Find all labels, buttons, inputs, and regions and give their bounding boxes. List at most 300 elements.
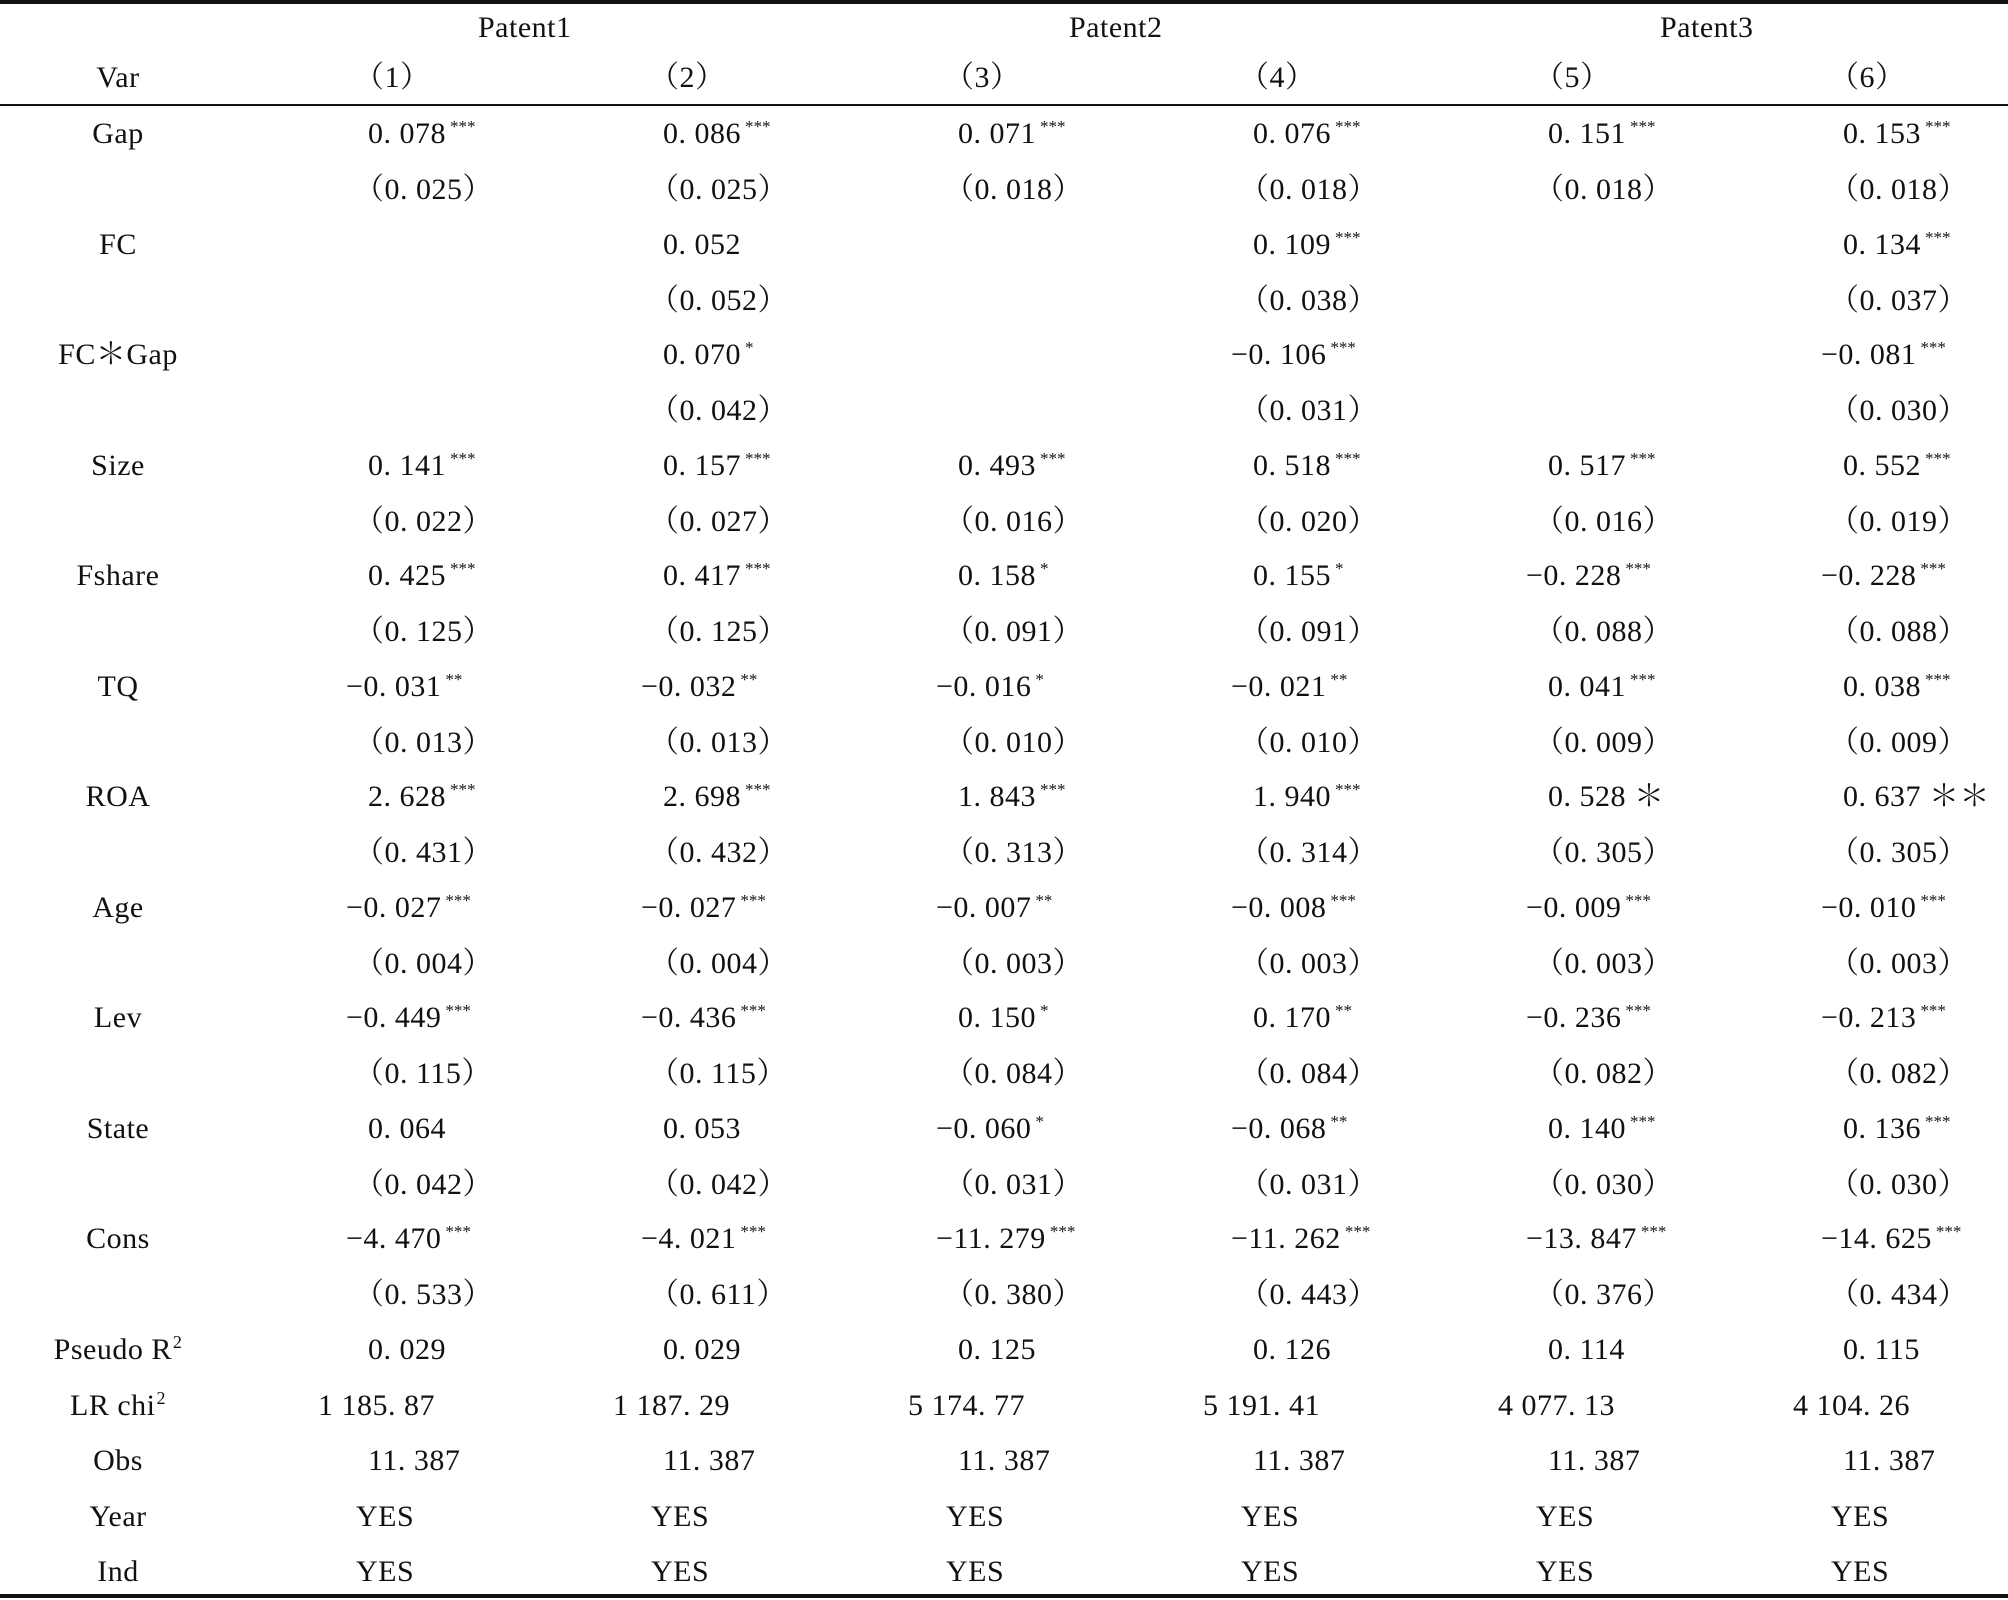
stat-value: YES	[651, 1555, 710, 1588]
significance-stars: ***	[1335, 117, 1361, 136]
stat-value: 11. 387	[1843, 1444, 1936, 1477]
coef-cell	[368, 779, 476, 815]
stat-label-text: Obs	[93, 1444, 143, 1477]
col-number-3: （3）	[944, 61, 1021, 94]
stat-label	[18, 1554, 218, 1590]
std-error: （0. 305）	[1829, 836, 1968, 869]
group-header-patent2: Patent2	[1069, 11, 1163, 44]
significance-stars: ***	[1630, 449, 1656, 468]
coef-cell	[936, 669, 1044, 705]
coef-cell	[1253, 227, 1361, 263]
coef-cell	[958, 116, 1066, 152]
coef-cell	[1526, 1221, 1666, 1257]
significance-stars: ***	[1630, 117, 1656, 136]
stat-label	[18, 1388, 218, 1424]
std-error: （0. 091）	[944, 615, 1083, 648]
coef-value: −0. 213	[1821, 1001, 1917, 1034]
std-error: （0. 305）	[1534, 836, 1673, 869]
stat-value: 0. 115	[1843, 1333, 1920, 1366]
coef-cell	[1843, 448, 1951, 484]
std-error: （0. 037）	[1829, 284, 1968, 317]
stat-value: 4 104. 26	[1793, 1389, 1910, 1422]
significance-stars: ***	[450, 780, 476, 799]
significance-stars: *	[1040, 559, 1049, 578]
significance-stars: ***	[1630, 670, 1656, 689]
std-error: （0. 313）	[944, 836, 1083, 869]
row-label: FC＊Gap	[58, 338, 178, 371]
std-error: （0. 431）	[354, 836, 493, 869]
coef-value: −0. 449	[346, 1001, 442, 1034]
significance-stars: ***	[1925, 117, 1951, 136]
coef-cell	[368, 558, 476, 594]
stat-label-superscript: 2	[156, 1388, 166, 1408]
coef-value: 0. 150	[958, 1001, 1036, 1034]
coef-value: −0. 032	[641, 670, 737, 703]
coef-cell	[936, 1221, 1075, 1257]
coef-value: −0. 228	[1821, 559, 1917, 592]
stat-label	[18, 1332, 218, 1368]
stat-value: YES	[946, 1555, 1005, 1588]
std-error: （0. 020）	[1239, 505, 1378, 538]
coef-value: −0. 021	[1231, 670, 1327, 703]
significance-stars: ***	[1335, 449, 1361, 468]
stat-value: 5 191. 41	[1203, 1389, 1320, 1422]
coef-cell	[1843, 779, 1990, 815]
header-rule	[0, 104, 2008, 106]
std-error: （0. 004）	[354, 947, 493, 980]
coef-value: 0. 518	[1253, 449, 1331, 482]
coef-cell	[1843, 116, 1951, 152]
std-error: （0. 016）	[1534, 505, 1673, 538]
significance-stars: ＊	[1634, 780, 1665, 813]
significance-stars: ***	[1049, 1222, 1076, 1241]
std-error: （0. 038）	[1239, 284, 1378, 317]
stat-value: YES	[1536, 1500, 1595, 1533]
coef-cell	[346, 890, 471, 926]
group-header-patent1: Patent1	[478, 11, 572, 44]
coef-value: 0. 041	[1548, 670, 1626, 703]
stat-value: 1 185. 87	[318, 1389, 435, 1422]
std-error: （0. 016）	[944, 505, 1083, 538]
coef-value: 0. 071	[958, 117, 1036, 150]
col-number-2: （2）	[649, 61, 726, 94]
stat-value: 5 174. 77	[908, 1389, 1025, 1422]
coef-cell	[1843, 669, 1951, 705]
coef-cell	[958, 779, 1066, 815]
coef-cell	[1548, 116, 1656, 152]
stat-value: 1 187. 29	[613, 1389, 730, 1422]
coef-cell	[1231, 1111, 1347, 1147]
coef-cell	[368, 1111, 446, 1147]
row-label: Age	[92, 891, 144, 924]
significance-stars: ***	[450, 449, 476, 468]
coef-cell	[1253, 779, 1361, 815]
coef-value: 0. 158	[958, 559, 1036, 592]
significance-stars: ***	[1630, 1112, 1656, 1131]
coef-cell	[1231, 890, 1356, 926]
coef-value: −11. 262	[1231, 1222, 1341, 1255]
coef-value: 0. 086	[663, 117, 741, 150]
coef-cell	[346, 1221, 471, 1257]
coef-value: −0. 027	[641, 891, 737, 924]
row-label: State	[86, 1112, 150, 1145]
std-error: （0. 115）	[354, 1057, 492, 1090]
coef-cell	[368, 116, 476, 152]
coef-cell	[1548, 779, 1665, 815]
significance-stars: ***	[1925, 670, 1951, 689]
significance-stars: ***	[1925, 449, 1951, 468]
std-error: （0. 042）	[649, 1168, 788, 1201]
stat-value: YES	[356, 1555, 415, 1588]
coef-value: −0. 016	[936, 670, 1032, 703]
coef-value: 0. 076	[1253, 117, 1331, 150]
row-label: Gap	[92, 117, 144, 150]
stat-value: YES	[1831, 1500, 1890, 1533]
coef-cell	[641, 669, 757, 705]
coef-value: 0. 064	[368, 1112, 446, 1145]
std-error: （0. 025）	[354, 173, 493, 206]
col-number-5: （5）	[1534, 61, 1611, 94]
std-error: （0. 009）	[1829, 726, 1968, 759]
stat-value: 0. 126	[1253, 1333, 1331, 1366]
significance-stars: ***	[1040, 449, 1066, 468]
coef-cell	[663, 227, 741, 263]
group-header-patent3: Patent3	[1660, 11, 1754, 44]
std-error: （0. 432）	[649, 836, 788, 869]
std-error: （0. 025）	[649, 173, 788, 206]
coef-cell	[346, 669, 462, 705]
stat-value: YES	[1241, 1500, 1300, 1533]
coef-value: 0. 151	[1548, 117, 1626, 150]
row-label: TQ	[97, 670, 139, 703]
coef-value: −0. 081	[1821, 338, 1917, 371]
significance-stars: *	[1035, 1112, 1044, 1131]
coef-cell	[1843, 1111, 1951, 1147]
significance-stars: ***	[740, 1001, 766, 1020]
significance-stars: ***	[1925, 1112, 1951, 1131]
coef-value: 1. 940	[1253, 780, 1331, 813]
coef-value: 0. 637	[1843, 780, 1921, 813]
std-error: （0. 031）	[1239, 394, 1378, 427]
stat-value: YES	[1536, 1555, 1595, 1588]
std-error: （0. 125）	[354, 615, 493, 648]
significance-stars: **	[1035, 891, 1053, 910]
coef-value: −11. 279	[936, 1222, 1046, 1255]
stat-value: 11. 387	[1548, 1444, 1641, 1477]
significance-stars: ***	[450, 559, 476, 578]
std-error: （0. 042）	[649, 394, 788, 427]
significance-stars: ***	[1625, 891, 1651, 910]
significance-stars: ***	[745, 559, 771, 578]
significance-stars: ***	[745, 117, 771, 136]
coef-value: 0. 157	[663, 449, 741, 482]
significance-stars: ***	[1330, 338, 1356, 357]
std-error: （0. 004）	[649, 947, 788, 980]
coef-cell	[663, 558, 771, 594]
row-label: Fshare	[76, 559, 160, 592]
std-error: （0. 027）	[649, 505, 788, 538]
std-error: （0. 082）	[1829, 1057, 1968, 1090]
coef-value: −0. 031	[346, 670, 442, 703]
coef-cell	[958, 558, 1049, 594]
significance-stars: ***	[1920, 559, 1946, 578]
coef-cell	[1821, 337, 1946, 373]
coef-value: 0. 417	[663, 559, 741, 592]
std-error: （0. 443）	[1239, 1278, 1378, 1311]
coef-cell	[663, 1111, 741, 1147]
stat-label-text: Year	[89, 1500, 147, 1533]
coef-cell	[1253, 558, 1344, 594]
coef-value: −13. 847	[1526, 1222, 1637, 1255]
std-error: （0. 082）	[1534, 1057, 1673, 1090]
coef-value: −0. 236	[1526, 1001, 1622, 1034]
significance-stars: ***	[1640, 1222, 1667, 1241]
std-error: （0. 611）	[649, 1278, 787, 1311]
stat-value: 4 077. 13	[1498, 1389, 1615, 1422]
stat-value: 11. 387	[958, 1444, 1051, 1477]
std-error: （0. 030）	[1534, 1168, 1673, 1201]
significance-stars: ***	[450, 117, 476, 136]
std-error: （0. 533）	[354, 1278, 493, 1311]
coef-value: 2. 628	[368, 780, 446, 813]
coef-value: 0. 053	[663, 1112, 741, 1145]
coef-value: 0. 517	[1548, 449, 1626, 482]
significance-stars: ***	[1330, 891, 1356, 910]
coef-value: 0. 552	[1843, 449, 1921, 482]
coef-cell	[346, 1000, 471, 1036]
std-error: （0. 088）	[1829, 615, 1968, 648]
significance-stars: ***	[445, 891, 471, 910]
significance-stars: ***	[1040, 117, 1066, 136]
coef-cell	[1231, 1221, 1370, 1257]
coef-value: −0. 010	[1821, 891, 1917, 924]
coef-value: 0. 155	[1253, 559, 1331, 592]
coef-value: 0. 052	[663, 228, 741, 261]
coef-value: −0. 068	[1231, 1112, 1327, 1145]
row-label: ROA	[85, 780, 151, 813]
coef-value: 0. 136	[1843, 1112, 1921, 1145]
significance-stars: ***	[445, 1001, 471, 1020]
coef-cell	[958, 1000, 1049, 1036]
coef-value: 0. 070	[663, 338, 741, 371]
std-error: （0. 013）	[354, 726, 493, 759]
coef-cell	[936, 890, 1052, 926]
std-error: （0. 019）	[1829, 505, 1968, 538]
stat-value: YES	[651, 1500, 710, 1533]
significance-stars: ***	[1920, 1001, 1946, 1020]
col-number-4: （4）	[1239, 61, 1316, 94]
coef-value: 0. 038	[1843, 670, 1921, 703]
coef-cell	[663, 779, 771, 815]
coef-value: 1. 843	[958, 780, 1036, 813]
significance-stars: ***	[1344, 1222, 1371, 1241]
coef-value: −0. 009	[1526, 891, 1622, 924]
significance-stars: ***	[1625, 559, 1651, 578]
coef-cell	[1253, 116, 1361, 152]
significance-stars: **	[445, 670, 463, 689]
std-error: （0. 434）	[1829, 1278, 1968, 1311]
std-error: （0. 084）	[1239, 1057, 1378, 1090]
significance-stars: **	[1330, 1112, 1348, 1131]
coef-cell	[641, 1000, 766, 1036]
coef-value: 0. 134	[1843, 228, 1921, 261]
std-error: （0. 018）	[1239, 173, 1378, 206]
coef-cell	[1548, 669, 1656, 705]
coef-value: 0. 109	[1253, 228, 1331, 261]
significance-stars: ***	[1920, 891, 1946, 910]
stat-label	[18, 1443, 218, 1479]
coef-cell	[1231, 669, 1347, 705]
std-error: （0. 031）	[1239, 1168, 1378, 1201]
stat-label	[18, 1499, 218, 1535]
significance-stars: *	[1335, 559, 1344, 578]
significance-stars: **	[1330, 670, 1348, 689]
std-error: （0. 009）	[1534, 726, 1673, 759]
coef-cell	[1526, 1000, 1651, 1036]
stat-value: 11. 387	[1253, 1444, 1346, 1477]
coef-value: 0. 141	[368, 449, 446, 482]
std-error: （0. 030）	[1829, 394, 1968, 427]
std-error: （0. 030）	[1829, 1168, 1968, 1201]
coef-cell	[368, 448, 476, 484]
std-error: （0. 376）	[1534, 1278, 1673, 1311]
row-label: Size	[91, 449, 145, 482]
significance-stars: ***	[740, 1222, 766, 1241]
significance-stars: ＊＊	[1929, 780, 1990, 813]
stat-value: YES	[1831, 1555, 1890, 1588]
coef-value: 0. 170	[1253, 1001, 1331, 1034]
coef-value: −4. 470	[346, 1222, 442, 1255]
coef-value: 2. 698	[663, 780, 741, 813]
stat-value: 11. 387	[663, 1444, 756, 1477]
coef-value: 0. 425	[368, 559, 446, 592]
coef-cell	[958, 448, 1066, 484]
coef-cell	[1821, 1221, 1961, 1257]
coef-cell	[641, 890, 766, 926]
significance-stars: ***	[745, 780, 771, 799]
stat-label-text: Ind	[97, 1555, 139, 1588]
std-error: （0. 088）	[1534, 615, 1673, 648]
std-error: （0. 031）	[944, 1168, 1083, 1201]
coef-cell	[641, 1221, 766, 1257]
stat-value: 0. 029	[368, 1333, 446, 1366]
stat-value: YES	[1241, 1555, 1300, 1588]
std-error: （0. 380）	[944, 1278, 1083, 1311]
stat-value: YES	[946, 1500, 1005, 1533]
stat-value: 0. 114	[1548, 1333, 1625, 1366]
std-error: （0. 010）	[1239, 726, 1378, 759]
std-error: （0. 042）	[354, 1168, 493, 1201]
coef-cell	[663, 337, 754, 373]
coef-value: −0. 008	[1231, 891, 1327, 924]
std-error: （0. 018）	[1829, 173, 1968, 206]
std-error: （0. 013）	[649, 726, 788, 759]
coef-value: −0. 060	[936, 1112, 1032, 1145]
significance-stars: ***	[1335, 228, 1361, 247]
coef-value: −0. 106	[1231, 338, 1327, 371]
significance-stars: **	[1335, 1001, 1352, 1020]
coef-value: −14. 625	[1821, 1222, 1932, 1255]
bottom-rule	[0, 1594, 2008, 1598]
coef-cell	[1548, 448, 1656, 484]
std-error: （0. 003）	[1829, 947, 1968, 980]
std-error: （0. 314）	[1239, 836, 1378, 869]
coef-value: 0. 493	[958, 449, 1036, 482]
std-error: （0. 125）	[649, 615, 788, 648]
coef-value: −0. 436	[641, 1001, 737, 1034]
coef-cell	[663, 448, 771, 484]
significance-stars: ***	[445, 1222, 471, 1241]
std-error: （0. 003）	[1239, 947, 1378, 980]
coef-cell	[936, 1111, 1044, 1147]
significance-stars: ***	[1925, 228, 1951, 247]
coef-cell	[1821, 558, 1946, 594]
significance-stars: *	[1035, 670, 1044, 689]
coef-value: 0. 528	[1548, 780, 1626, 813]
significance-stars: *	[1040, 1001, 1049, 1020]
coef-cell	[1821, 890, 1946, 926]
stat-value: YES	[356, 1500, 415, 1533]
significance-stars: ***	[1040, 780, 1066, 799]
std-error: （0. 052）	[649, 284, 788, 317]
coef-cell	[1843, 227, 1951, 263]
coef-cell	[1821, 1000, 1946, 1036]
coef-value: −0. 027	[346, 891, 442, 924]
coef-value: −0. 228	[1526, 559, 1622, 592]
col-number-6: （6）	[1829, 61, 1906, 94]
stat-label-text: LR chi	[70, 1389, 156, 1422]
coef-cell	[1526, 890, 1651, 926]
col-number-1: （1）	[354, 61, 431, 94]
coef-cell	[1253, 448, 1361, 484]
std-error: （0. 115）	[649, 1057, 787, 1090]
stat-label-text: Pseudo R	[53, 1333, 172, 1366]
significance-stars: ***	[1920, 338, 1946, 357]
std-error: （0. 022）	[354, 505, 493, 538]
std-error: （0. 003）	[1534, 947, 1673, 980]
stat-value: 0. 125	[958, 1333, 1036, 1366]
stat-value: 11. 387	[368, 1444, 461, 1477]
std-error: （0. 018）	[1534, 173, 1673, 206]
significance-stars: ***	[1335, 780, 1361, 799]
std-error: （0. 091）	[1239, 615, 1378, 648]
significance-stars: *	[745, 338, 754, 357]
coef-cell	[1526, 558, 1651, 594]
stat-label-superscript: 2	[172, 1332, 183, 1352]
significance-stars: ***	[1935, 1222, 1962, 1241]
std-error: （0. 018）	[944, 173, 1083, 206]
significance-stars: **	[740, 670, 758, 689]
coef-value: 0. 140	[1548, 1112, 1626, 1145]
std-error: （0. 003）	[944, 947, 1083, 980]
coef-cell	[1231, 337, 1356, 373]
coef-cell	[663, 116, 771, 152]
std-error: （0. 084）	[944, 1057, 1083, 1090]
coef-value: −0. 007	[936, 891, 1032, 924]
coef-cell	[1548, 1111, 1656, 1147]
var-header: Var	[96, 61, 140, 94]
coef-value: 0. 153	[1843, 117, 1921, 150]
significance-stars: ***	[1625, 1001, 1651, 1020]
row-label: Cons	[86, 1222, 150, 1255]
coef-value: −4. 021	[641, 1222, 737, 1255]
coef-cell	[1253, 1000, 1352, 1036]
top-rule	[0, 0, 2008, 4]
stat-value: 0. 029	[663, 1333, 741, 1366]
significance-stars: ***	[740, 891, 766, 910]
significance-stars: ***	[745, 449, 771, 468]
coef-value: 0. 078	[368, 117, 446, 150]
